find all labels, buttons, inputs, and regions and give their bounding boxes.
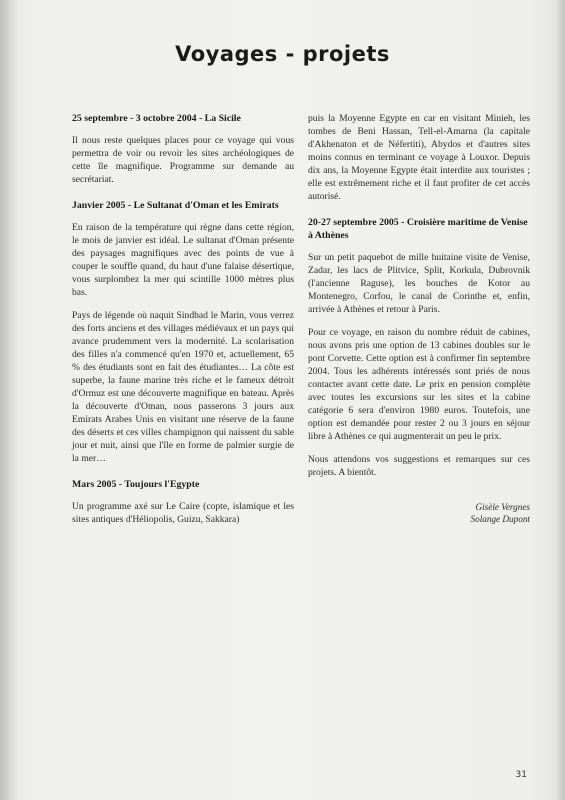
egypte-paragraph-continued: puis la Moyenne Egypte en car en visitant Minieh, les tombes de Beni Hassan, Tell-el-Amarna (la capitale d'Akhenaton et de Néfertiti), Abydos et d'autres sites moins connus en terminant ce voyage à Louxor. Depuis dix ans, la Moyenne Egypte était interdite aux touristes ; elle est extrêmement riche et il faut profiter de cet accès autorisé. (308, 113, 530, 202)
oman-paragraph-2: Pays de légende où naquit Sindbad le Marin, vous verrez des forts anciens et des villages médiévaux et un pays qui avance prudemment vers la modernité. La scolarisation des filles n'a commencé qu'en 1970 et, actuellement, 65 % des étudiants sont en fait des étudiantes… La côte est superbe, la faune marine très riche et le fameux détroit d'Ormuz est une découverte magnifique en bateau. Après la découverte d'Oman, nous passerons 3 jours aux Emirats Arabes Unis en visitant une réserve de la faune des déserts et ces villes champignon qui naissent du sable jour et nuit, ainsi que l'île en forme de palmier surgie de la mer… (72, 310, 294, 464)
closing-paragraph: Nous attendons vos suggestions et remarques sur ces projets. A bientôt. (308, 454, 530, 478)
croisiere-heading: 20-27 septembre 2005 - Croisière maritime de Venise à Athènes (308, 217, 528, 241)
egypte-heading: Mars 2005 - Toujours l'Egypte (72, 479, 200, 490)
sicile-paragraph: Il nous reste quelques places pour ce voyage qui vous permettra de voir ou revoir les sites archéologiques de cette île magnifique. Programme sur demande au secrétariat. (72, 135, 294, 185)
croisiere-paragraph-1: Sur un petit paquebot de mille huitaine visite de Venise, Zadar, les lacs de Plitvice, Split, Korkula, Dubrovnik (l'ancienne Raguse), les bouches de Kotor au Montenegro, Corfou, le canal de Corinthe et, enfin, arrivée à Athènes et retour à Paris. (308, 252, 530, 315)
egypte-paragraph: Un programme axé sur Le Caire (copte, islamique et les sites antiques d'Héliopolis, Guizu, Sakkara) (72, 501, 294, 525)
text-columns (72, 112, 530, 536)
right-column (308, 112, 530, 536)
left-column (72, 112, 294, 536)
signatures (308, 501, 530, 525)
signature-dupont: Solange Dupont (470, 514, 530, 524)
page-binding-shadow (0, 0, 18, 800)
croisiere-paragraph-2: Pour ce voyage, en raison du nombre réduit de cabines, nous avons pris une option de 13 cabines doubles sur le pont Corvette. Cette option est à confirmer fin septembre 2004. Tous les adhérents intéressés sont priés de nous contacter avant cette date. Le prix en pension complète avec toutes les excursions sur les sites et la cabine catégorie 6 sera d'environ 1980 euros. Toutefois, une option est demandée pour rester 2 ou 3 jours en séjour libre à Athènes ce qui augmenterait un peu le prix. (308, 327, 530, 442)
page-number: 31 (515, 770, 527, 780)
signature-vergnes: Gisèle Vergnes (475, 502, 530, 512)
sicile-heading: 25 septembre - 3 octobre 2004 - La Sicile (72, 113, 241, 124)
oman-heading: Janvier 2005 - Le Sultanat d'Oman et les Emirats (72, 200, 279, 211)
page-edge-shadow (555, 0, 565, 800)
oman-paragraph-1: En raison de la température qui règne dans cette région, le mois de janvier est idéal. Le sultanat d'Oman présente des paysages magnifiques avec des points de vue à couper le souffle quand, du haut d'une falaise désertique, vous surplombez la mer qui scintille 1000 mètres plus bas. (72, 222, 294, 298)
page-title: Voyages - projets (175, 42, 390, 66)
